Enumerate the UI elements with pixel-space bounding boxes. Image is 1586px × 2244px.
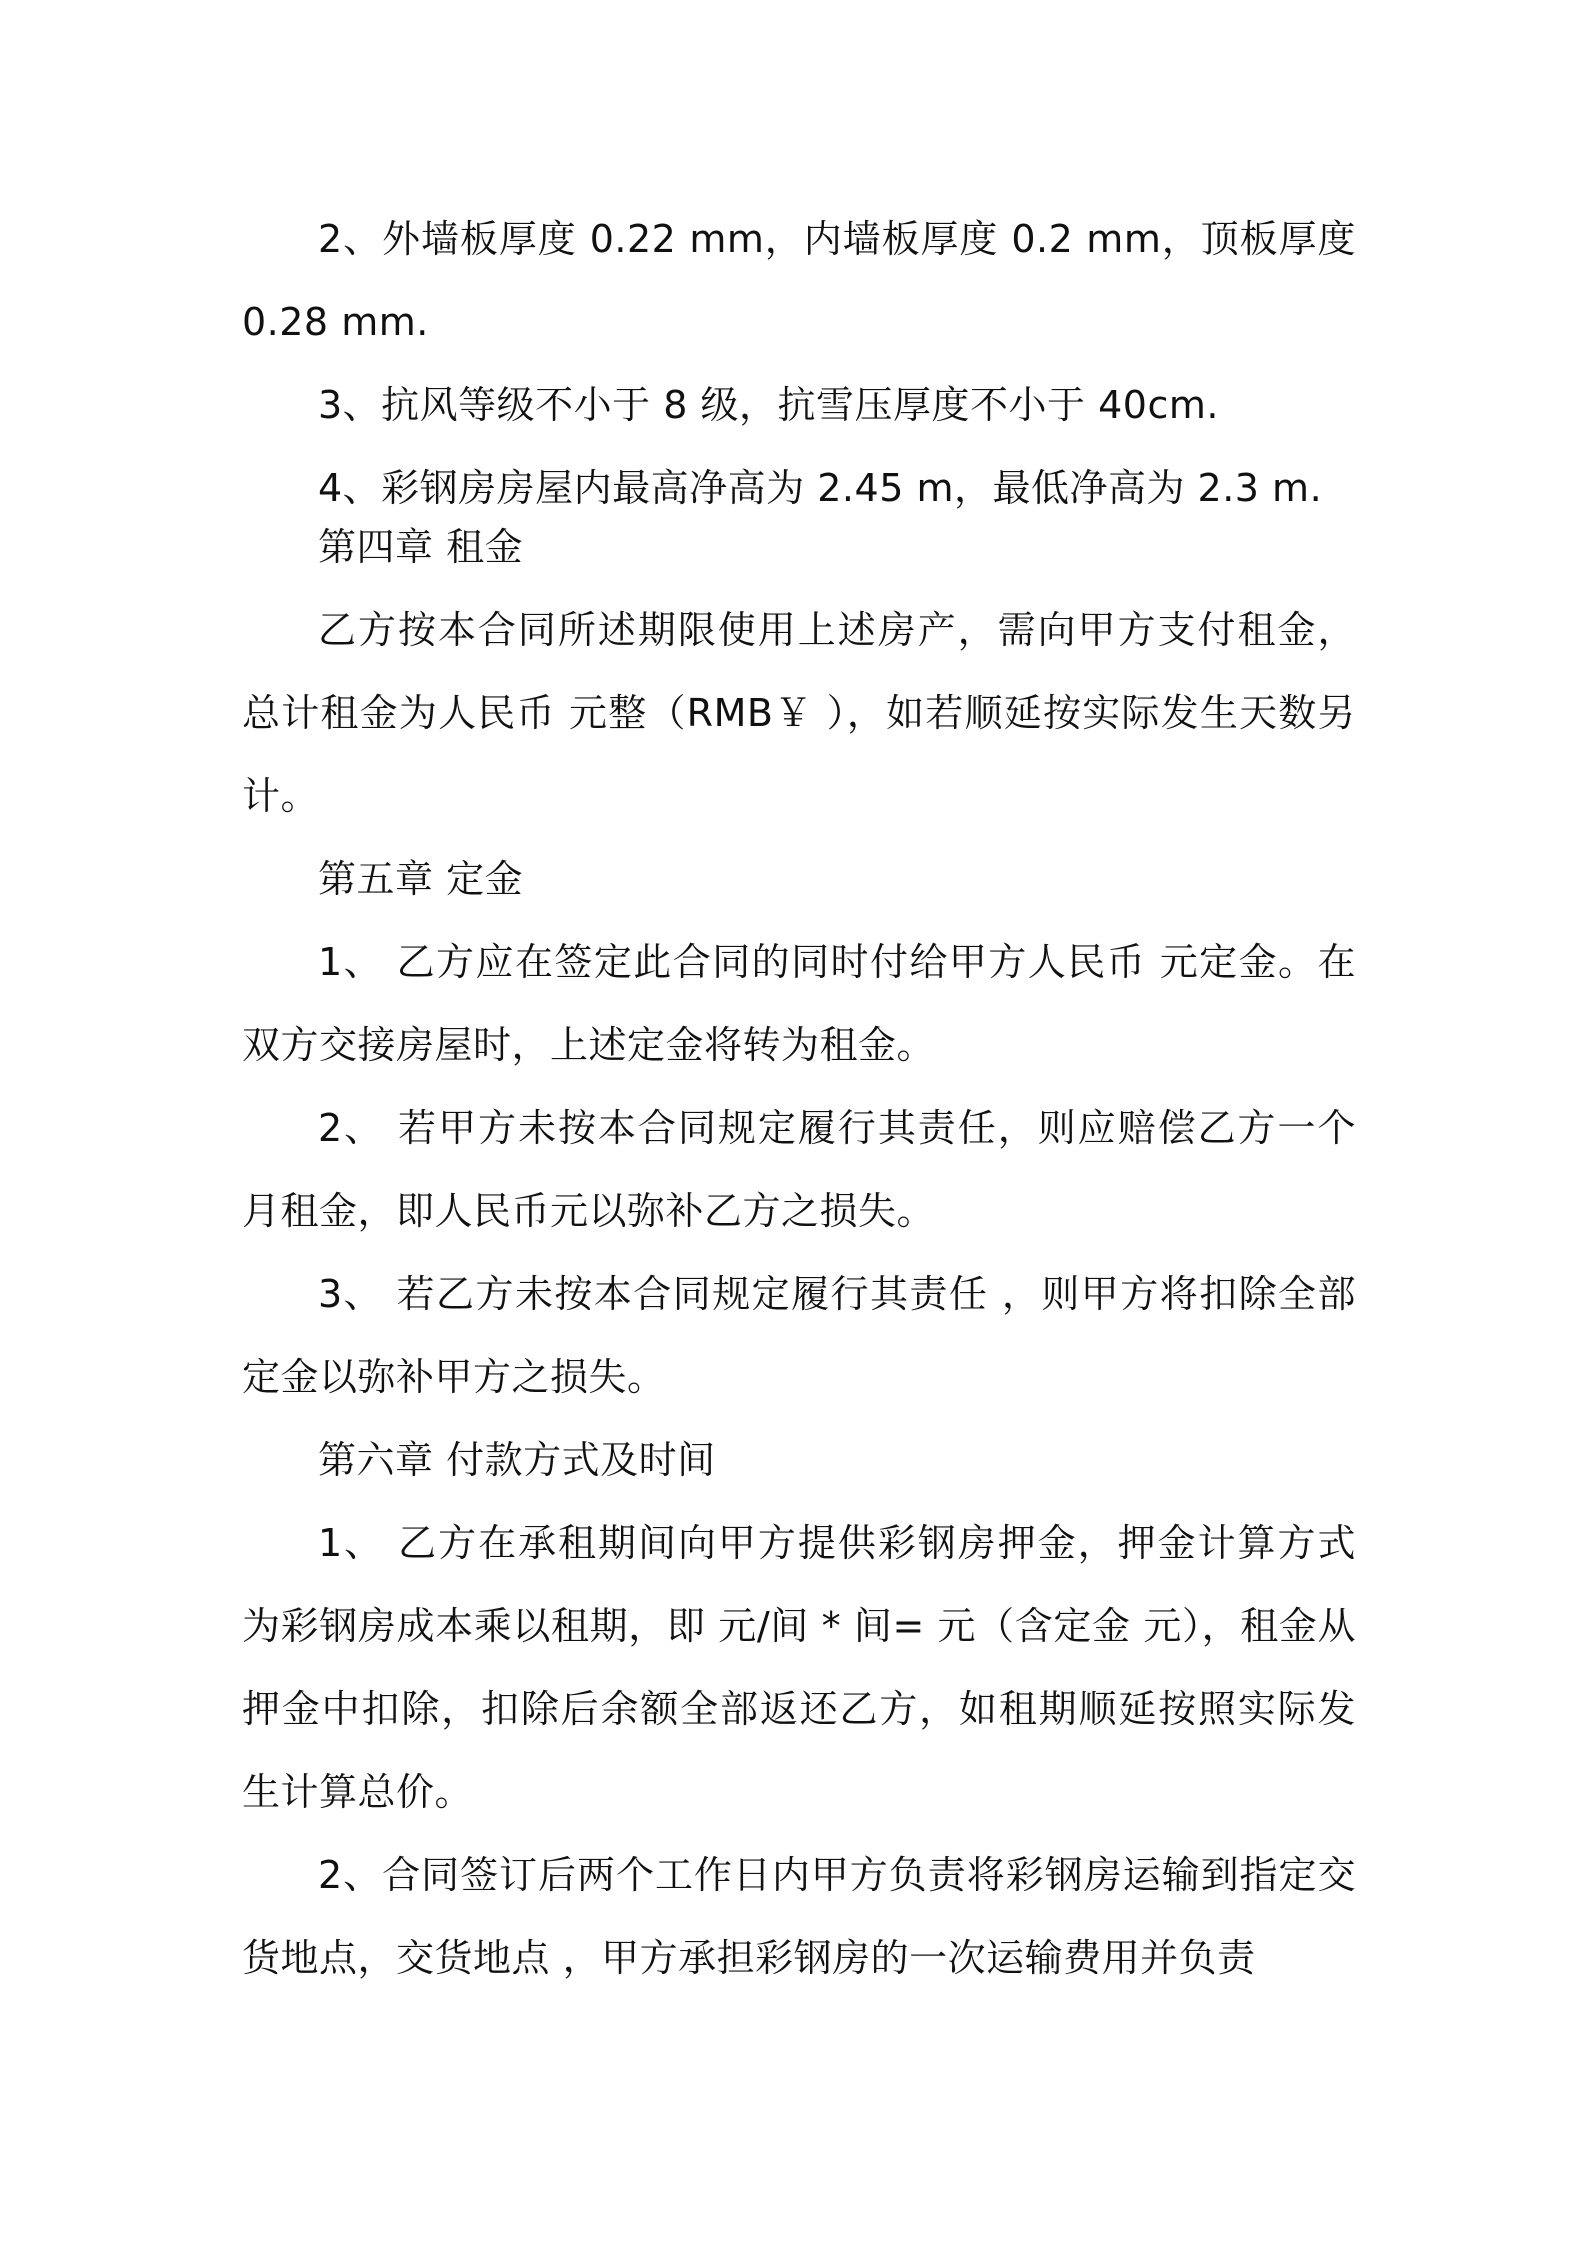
chapter-5-heading: 第五章 定金 — [318, 857, 524, 901]
paragraph-wall-thickness: 2、外墙板厚度 0.22 mm，内墙板厚度 0.2 mm，顶板厚度 0.28 mm. — [242, 217, 1356, 344]
paragraph-deposit-1: 1、 乙方应在签定此合同的同时付给甲方人民币 元定金。在双方交接房屋时，上述定金将转为租金。 — [242, 940, 1356, 1067]
paragraph-wind-snow-rating: 3、抗风等级不小于 8 级，抗雪压厚度不小于 40cm. — [318, 383, 1219, 427]
document-page — [242, 198, 1356, 2000]
chapter-6-heading: 第六章 付款方式及时间 — [318, 1438, 716, 1482]
paragraph-payment-1: 1、 乙方在承租期间向甲方提供彩钢房押金，押金计算方式为彩钢房成本乘以租期，即 元/间 * 间= 元（含定金 元），租金从押金中扣除，扣除后余额全部返还乙方，如租期顺延按照实际发生计算总价。 — [242, 1521, 1356, 1814]
paragraph-rent: 乙方按本合同所述期限使用上述房产，需向甲方支付租金，总计租金为人民币 元整（RMB￥ ），如若顺延按实际发生天数另计。 — [242, 608, 1356, 818]
chapter-4-heading: 第四章 租金 — [318, 525, 524, 569]
paragraph-room-height: 4、彩钢房房屋内最高净高为 2.45 m，最低净高为 2.3 m. — [318, 466, 1323, 510]
paragraph-deposit-3: 3、 若乙方未按本合同规定履行其责任 ，则甲方将扣除全部定金以弥补甲方之损失。 — [242, 1272, 1356, 1399]
paragraph-payment-2: 2、合同签订后两个工作日内甲方负责将彩钢房运输到指定交货地点，交货地点 ，甲方承担彩钢房的一次运输费用并负责 — [242, 1853, 1356, 1980]
paragraph-deposit-2: 2、 若甲方未按本合同规定履行其责任，则应赔偿乙方一个月租金，即人民币元以弥补乙方之损失。 — [242, 1106, 1356, 1233]
